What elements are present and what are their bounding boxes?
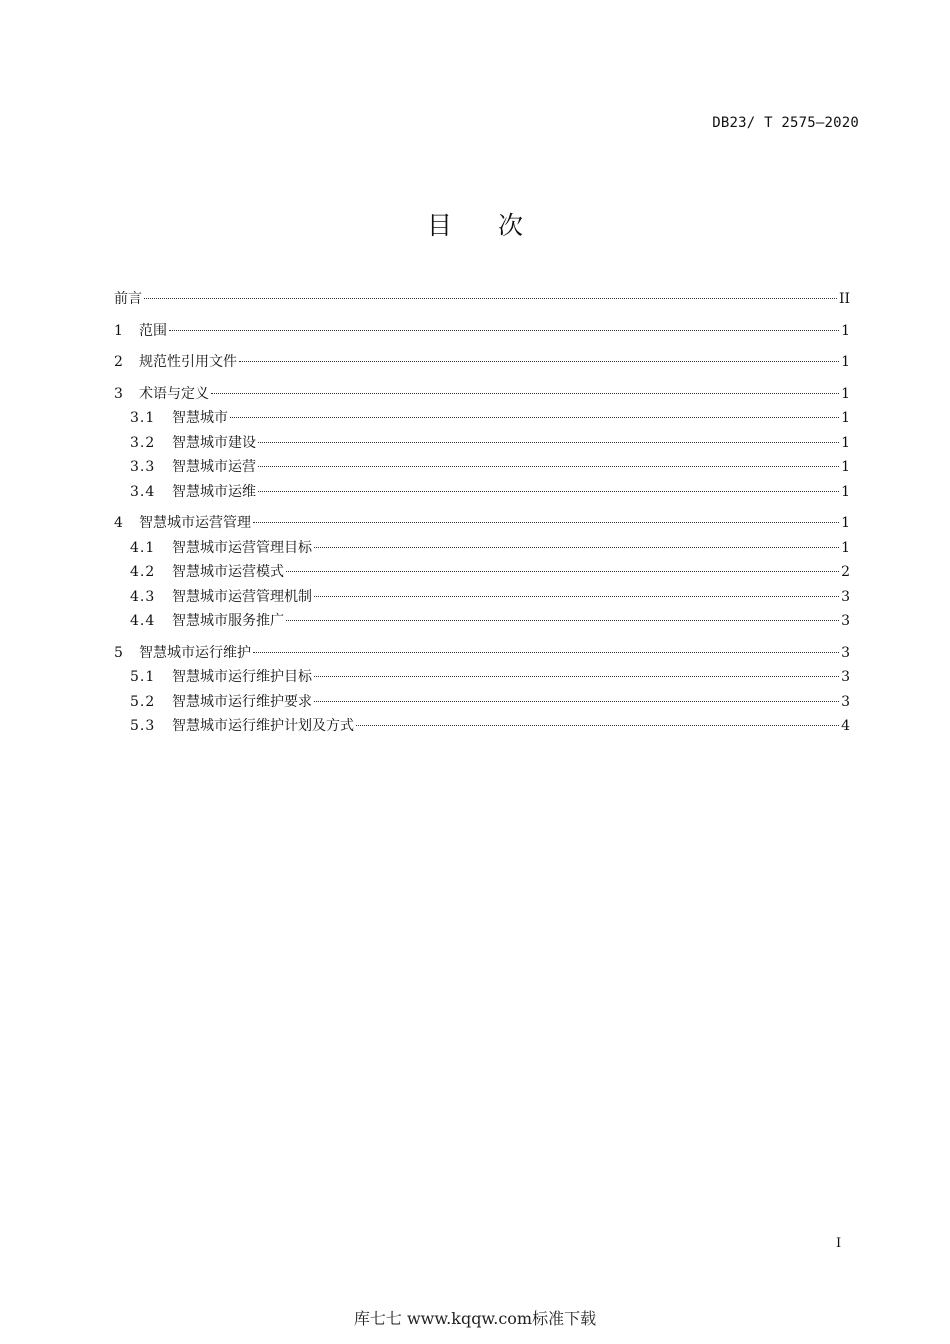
toc-entry-title: 智慧城市运营 <box>172 459 256 475</box>
toc-entry[interactable] <box>114 560 850 585</box>
toc-entry-number: 2 <box>114 354 123 370</box>
toc-entry[interactable] <box>114 511 850 536</box>
toc-entry-page: II <box>838 291 850 307</box>
toc-entry-title: 智慧城市运营管理目标 <box>172 539 312 556</box>
toc-entry[interactable] <box>114 287 850 312</box>
toc-entry-page: 1 <box>841 354 850 370</box>
toc-dot-leader <box>253 522 839 523</box>
toc-entry-number: 3.4 <box>130 483 156 500</box>
toc-entry-title: 范围 <box>139 322 167 339</box>
toc-entry[interactable] <box>114 641 850 666</box>
toc-entry-page: 3 <box>841 644 850 661</box>
toc-entry-page: 3 <box>841 669 850 685</box>
toc-entry[interactable] <box>114 319 850 344</box>
toc-entry-page: 3 <box>841 588 850 605</box>
toc-dot-leader <box>258 442 839 443</box>
toc-entry-page: 1 <box>841 539 850 556</box>
toc-entry-title: 智慧城市运行维护目标 <box>172 669 312 685</box>
toc-entry-number: 4.2 <box>130 564 156 580</box>
toc-entry-title: 智慧城市运营模式 <box>172 564 284 580</box>
toc-entry-title: 智慧城市 <box>172 410 228 426</box>
toc-entry-number: 4.4 <box>130 613 156 629</box>
toc-entry-page: 2 <box>841 564 850 580</box>
toc-entry-title: 智慧城市建设 <box>172 434 256 451</box>
toc-dot-leader <box>286 571 839 572</box>
table-of-contents <box>114 287 850 739</box>
watermark-text: 库七七 www.kqqw.com标准下载 <box>353 1309 597 1328</box>
toc-entry[interactable] <box>114 585 850 610</box>
toc-entry-page: 1 <box>841 434 850 451</box>
toc-dot-leader <box>258 466 839 467</box>
toc-entry[interactable] <box>114 480 850 505</box>
toc-entry[interactable] <box>114 690 850 715</box>
toc-dot-leader <box>314 547 839 548</box>
toc-entry-title: 智慧城市服务推广 <box>172 613 284 629</box>
toc-entry-number: 3.3 <box>130 459 156 475</box>
toc-dot-leader <box>211 393 839 394</box>
toc-entry[interactable] <box>114 406 850 431</box>
toc-dot-leader <box>314 596 839 597</box>
toc-entry[interactable] <box>114 714 850 739</box>
toc-entry-page: 3 <box>841 613 850 629</box>
toc-entry-number: 3.2 <box>130 434 156 451</box>
toc-entry-number: 5.2 <box>130 693 156 710</box>
toc-entry-number: 3 <box>114 385 123 402</box>
toc-entry-number: 4.1 <box>130 539 156 556</box>
page-title: 目次 <box>426 211 569 240</box>
toc-entry-number: 4.3 <box>130 588 156 605</box>
toc-entry-page: 1 <box>841 385 850 402</box>
toc-dot-leader <box>258 491 839 492</box>
toc-entry-title: 智慧城市运营管理机制 <box>172 588 312 605</box>
toc-dot-leader <box>239 361 839 362</box>
toc-entry-title: 前言 <box>114 291 142 307</box>
toc-entry[interactable] <box>114 350 850 375</box>
toc-dot-leader <box>230 417 839 418</box>
toc-dot-leader <box>144 298 837 299</box>
toc-entry-number: 5 <box>114 644 123 661</box>
toc-entry-page: 1 <box>841 459 850 475</box>
toc-entry[interactable] <box>114 536 850 561</box>
toc-entry-number: 1 <box>114 322 123 339</box>
toc-entry-title: 智慧城市运行维护要求 <box>172 693 312 710</box>
toc-entry-page: 1 <box>841 515 850 531</box>
toc-dot-leader <box>286 620 839 621</box>
toc-entry-number: 5.1 <box>130 669 156 685</box>
toc-entry[interactable] <box>114 382 850 407</box>
toc-entry-page: 4 <box>841 718 850 734</box>
toc-entry-number: 5.3 <box>130 718 156 734</box>
toc-entry-title: 术语与定义 <box>139 385 209 402</box>
toc-entry[interactable] <box>114 431 850 456</box>
toc-entry-title: 智慧城市运营管理 <box>139 515 251 531</box>
toc-entry-title: 智慧城市运维 <box>172 483 256 500</box>
toc-entry-page: 3 <box>841 693 850 710</box>
toc-dot-leader <box>169 330 839 331</box>
toc-entry-page: 1 <box>841 483 850 500</box>
toc-dot-leader <box>314 701 839 702</box>
toc-dot-leader <box>314 676 839 677</box>
toc-entry[interactable] <box>114 665 850 690</box>
toc-entry-page: 1 <box>841 322 850 339</box>
toc-entry-title: 规范性引用文件 <box>139 354 237 370</box>
toc-entry-number: 3.1 <box>130 410 156 426</box>
toc-dot-leader <box>253 652 839 653</box>
standard-code: DB23/ T 2575—2020 <box>712 115 859 131</box>
toc-entry-title: 智慧城市运行维护计划及方式 <box>172 718 354 734</box>
toc-entry-title: 智慧城市运行维护 <box>139 644 251 661</box>
toc-entry-number: 4 <box>114 515 123 531</box>
page-number: I <box>836 1236 842 1251</box>
toc-entry-page: 1 <box>841 410 850 426</box>
toc-dot-leader <box>356 725 839 726</box>
toc-entry[interactable] <box>114 609 850 634</box>
toc-entry[interactable] <box>114 455 850 480</box>
